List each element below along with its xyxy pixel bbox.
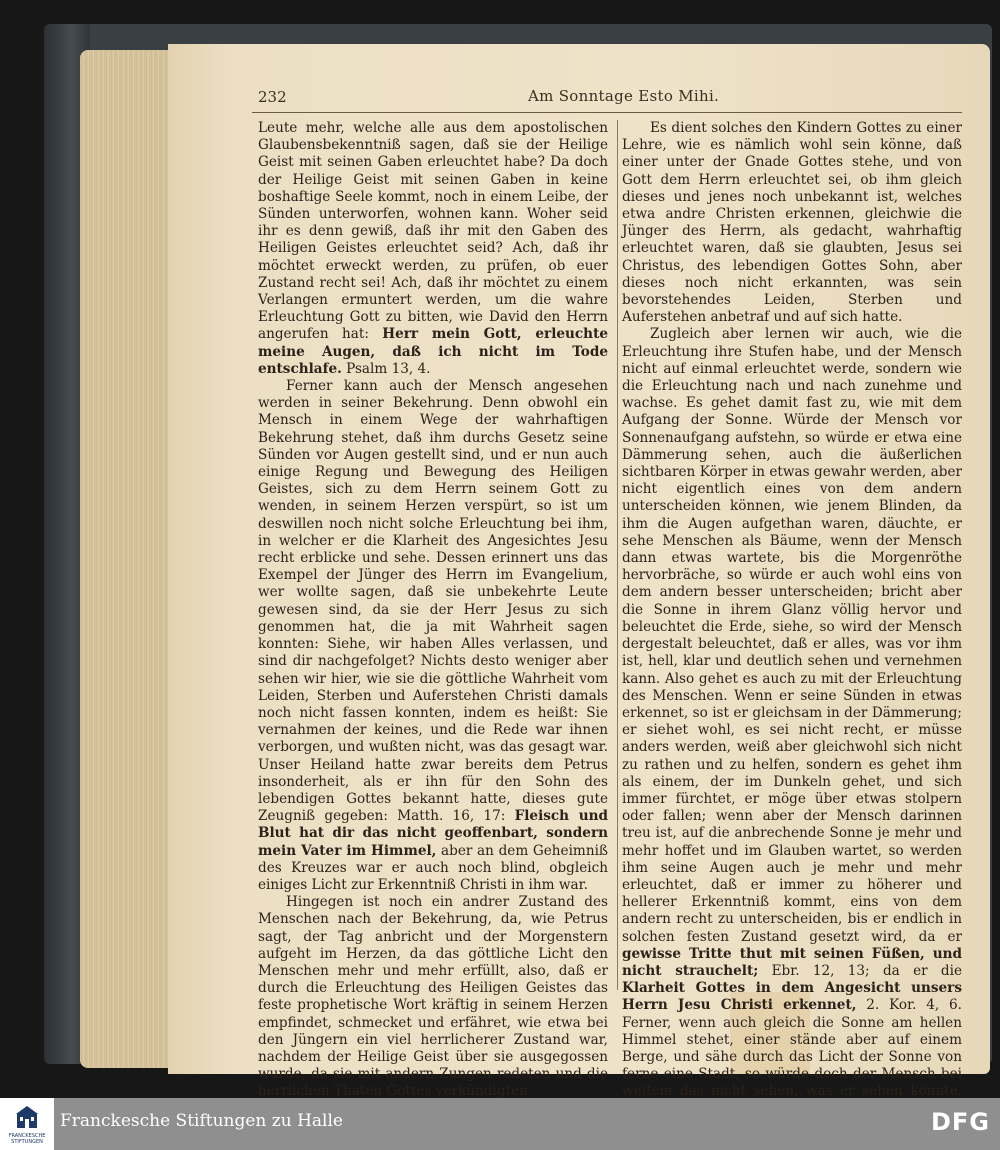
logo-text: FRANCKESCHE STIFTUNGEN bbox=[8, 1133, 46, 1145]
paragraph-text: Ferner, wenn auch gleich die Sonne am hellen Himmel stehet, einer stände aber auf einem Berge, und sähe durch das Licht der Sonne von ferne eine Stadt, so würde doch der Mensch bei weitem das nicht sehen, was er sehen könnte, bbox=[622, 1014, 962, 1098]
scripture-reference: Psalm 13, 4. bbox=[346, 360, 431, 377]
paragraph-text: Leute mehr, welche alle aus dem apostolischen Glaubensbekenntniß sagen, daß sie der Heilige Geist mit seinen Gaben erleuchtet habe? Da doch der Heilige Geist mit seinen Gaben in keine boshaftige Seele kommt, noch in einem Leibe, der Sünden unterworfen, wohnen kann. Woher seid ihr es denn gewiß, daß ihr mit den Gaben des Heiligen Geistes erleuchtet seid? Ach, daß ihr möchtet erweckt werden, zu prüfen, ob euer Zustand recht sei! Ach, daß ihr möchtet zu einem Verlangen ermuntert werden, um die wahre Erleuchtung Gott zu bitten, wie David den Herrn angerufen hat: bbox=[258, 120, 608, 343]
paragraph-text: Ferner kann auch der Mensch angesehen werden in seiner Bekehrung. Denn obwohl ein Mensch in einem Wege der wahrhaftigen Bekehrung stehet, daß ihm durchs Gesetz seine Sünden vor Augen gestellt sind, und er nun auch einige Regung und Bewegung des Heiligen Geistes, sich zu dem Herrn seinem Gott zu wenden, in seinem Herzen verspürt, so ist um deswillen noch nicht solche Erleuchtung bei ihm, in welcher er die Klarheit des Angesichtes Jesu recht erblicke und sehe. Dessen erinnert uns das Exempel der Jünger des Herrn im Evangelium, wer wollte sagen, daß sie unbekehrte Leute gewesen sind, da sie der Herr Jesus zu sich genommen hat, die ja mit Wahrheit sagen konnten: Siehe, wir haben Alles verlassen, und sind dir nachgefolget? Nichts desto weniger aber sehen wir hier, wie sie die göttliche Wahrheit vom Leiden, Sterben und Auferstehen Christi damals noch nicht fassen konnten, indem es heißt: Sie vernahmen der keines, und die Rede war ihnen verborgen, und wußten nicht, was das gesagt war. Unser Heiland hatte zwar bereits dem Petrus insonderheit, als er ihn für den Sohn des lebendigen Gottes bekannt hatte, dieses gute Zeugniß gegeben: bbox=[258, 378, 608, 825]
institution-name[interactable]: Franckesche Stiftungen zu Halle bbox=[60, 1111, 343, 1131]
paragraph-text: aber an dem Geheimniß des Kreuzes war er auch noch blind, obgleich einiges Licht zur Erkenntniß Christi in ihm war. bbox=[258, 842, 609, 893]
page-number: 232 bbox=[258, 88, 287, 106]
paragraph-text: da er die bbox=[882, 962, 963, 979]
right-column bbox=[622, 120, 962, 1098]
viewer-footer bbox=[0, 1098, 1000, 1150]
paragraph bbox=[622, 326, 962, 1098]
paragraph-text: Es dient solches den Kindern Gottes zu einer Lehre, wie es nämlich wohl sein könne, daß einer unter der Gnade Gottes stehe, und von Gott dem Herrn erleuchtet sei, ob ihm gleich dieses und jenes noch unbekannt ist, welches etwa andre Christen erkennen, gleichwie die Jünger des Herrn, als gedacht, wahrhaftig erleuchtet waren, daß sie glaubten, Jesus sei Christus, des lebendigen Gottes Sohn, aber dieses noch nicht erkannten, was sein bevorstehendes Leiden, Sterben und Auferstehen anbetraf und auf sich hatte. bbox=[622, 120, 962, 326]
running-title: Am Sonntage Esto Mihi. bbox=[528, 87, 720, 105]
dfg-logo[interactable]: DFG bbox=[930, 1108, 990, 1136]
paragraph bbox=[258, 120, 608, 378]
institution-logo[interactable] bbox=[0, 1098, 54, 1150]
scripture-reference: Ebr. 12, 13; bbox=[771, 962, 870, 979]
paragraph bbox=[258, 894, 608, 1098]
emphasized-text: Herr mein Gott, erleuchte meine Augen, daß ich nicht im Tode entschlafe. bbox=[258, 326, 608, 377]
paragraph bbox=[622, 120, 962, 326]
emphasized-text: Klarheit Gottes in dem Angesicht unsers Herrn Jesu Christi erkennet, bbox=[622, 980, 962, 1014]
column-divider bbox=[617, 120, 618, 990]
emphasized-text: Fleisch und Blut hat dir das nicht geoffenbart, sondern mein Vater im Himmel, bbox=[258, 808, 609, 859]
paragraph-text: Hingegen ist noch ein andrer Zustand des Menschen nach der Bekehrung, da, wie Petrus sagt, der Tag anbricht und der Morgenstern aufgeht im Herzen, da das göttliche Licht den Menschen mehr und mehr erfüllt, also, daß er durch die Erleuchtung des Heiligen Geistes das feste prophetische Wort kräftig in seinem Herzen empfindet, schmecket und erfähret, wie etwa bei den Jüngern ein viel herrlicherer Zustand war, nachdem der Heilige Geist über sie ausgegossen wurde, da sie mit andern Zungen redeten und die herrlichen Thaten Gottes verkündigten. bbox=[258, 894, 608, 1098]
building-icon bbox=[14, 1104, 40, 1130]
scripture-reference: Matth. 16, 17: bbox=[397, 808, 506, 825]
header-rule bbox=[252, 112, 962, 113]
emphasized-text: gewisse Tritte thut mit seinen Füßen, und nicht strauchelt; bbox=[622, 945, 962, 979]
scripture-reference: 2. Kor. 4, 6. bbox=[866, 997, 962, 1014]
paragraph bbox=[258, 378, 608, 894]
page-edges bbox=[80, 50, 178, 1068]
left-column bbox=[258, 120, 608, 1098]
paragraph-text: Zugleich aber lernen wir auch, wie die Erleuchtung ihre Stufen habe, und der Mensch nicht auf einmal erleuchtet werde, sondern wie die Erleuchtung nach und nach zunehme und wachse. Es gehet damit fast zu, wie mit dem Aufgang der Sonne. Würde der Mensch vor Sonnenaufgang aufstehn, so würde er etwa eine Dämmerung sehen, auch die äußerlichen sichtbaren Körper in etwas gewahr werden, aber nicht eigentlich eines von dem andern unterscheiden können, wie jenem Blinden, da ihm die Augen aufgethan waren, däuchte, er sehe Menschen als Bäume, wenn der Mensch dann etwas wartete, bis die Morgenröthe hervorbräche, so würde er auch wohl eins von dem andern besser unterscheiden; bricht aber die Sonne in ihrem Glanz völlig hervor und beleuchtet die Erde, siehe, so wird der Mensch dergestalt beleuchtet, daß er alles, was vor ihm ist, hell, klar und deutlich sehen und vernehmen kann. Also gehet es auch zu mit der Erleuchtung des Menschen. Wenn er seine Sünden in etwas erkennet, so ist er gleichsam in der Dämmerung; er siehet wohl, es sei nicht recht, er müsse anders werden, weiß aber gleichwohl sich nicht zu rathen und zu helfen, sondern es gehet ihm als einem, der im Dunkeln gehet, und sich immer fürchtet, er möge über etwas stolpern oder fallen; wenn aber der Mensch darinnen treu ist, auf die anbrechende Sonne je mehr und mehr hoffet und im Glauben wartet, so werden ihm seine Augen auch je mehr und mehr erleuchtet, daß er immer zu höherer und hellerer Erkenntniß kommt, eins von dem andern recht zu unterscheiden, bis er endlich in solchen festen Zustand gesetzt wird, da er bbox=[622, 326, 962, 945]
